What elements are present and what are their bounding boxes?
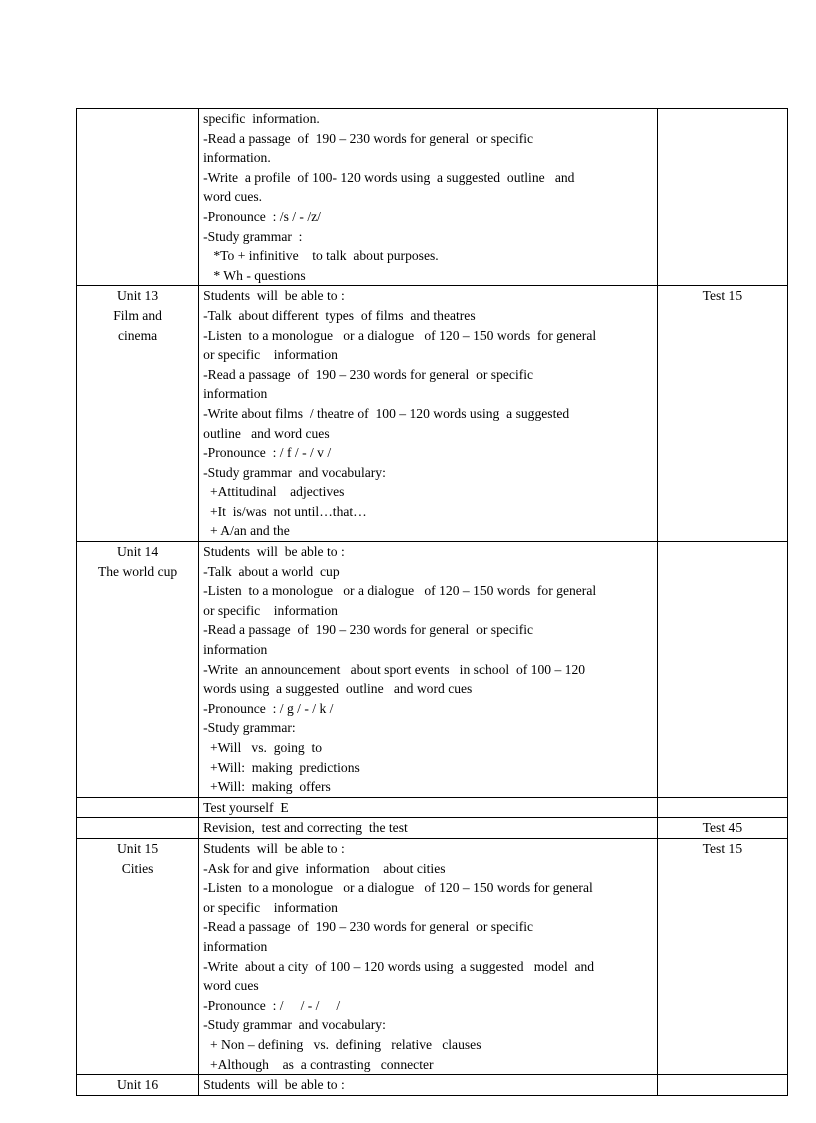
unit-label-line: The world cup [97,563,178,579]
objective-line: -Write about a city of 100 – 120 words using a suggested model and [203,958,595,974]
assessment-cell [657,109,787,286]
table-row [77,797,788,818]
objective-line: -Read a passage of 190 – 230 words for general or specific [203,366,534,382]
unit-cell [77,838,199,1074]
objective-line: -Read a passage of 190 – 230 words for general or specific [203,130,534,146]
assessment-cell [657,286,787,542]
unit-label-line: Cities [121,860,154,876]
objective-line: or specific information [203,347,338,363]
unit-label-line: Unit 16 [116,1077,159,1093]
objective-line: word cues. [203,189,263,205]
objective-line: information. [203,150,271,166]
objective-line: -Write a profile of 100- 120 words using a suggested outline and [203,169,575,185]
table-row [77,1075,788,1096]
unit-cell [77,818,199,839]
objective-line: + A/an and the [203,523,290,539]
objective-line: Students will be able to : [203,288,345,304]
objective-line: -Talk about different types of films and theatres [203,307,476,323]
objective-line: -Study grammar and vocabulary: [203,464,386,480]
assessment-cell [657,542,787,798]
table-row [77,286,788,542]
objectives-cell [199,286,658,542]
objective-line: +Although as a contrasting connecter [203,1056,434,1072]
objective-line: Students will be able to : [203,544,345,560]
objective-line: words using a suggested outline and word cues [203,681,473,697]
objective-line: Students will be able to : [203,1077,345,1093]
assessment-label: Test 15 [702,288,743,304]
objective-line: -Study grammar: [203,720,296,736]
objective-line: word cues [203,978,259,994]
objective-line: -Study grammar : [203,228,303,244]
objective-line: * Wh - questions [203,267,306,283]
unit-label-line: Unit 15 [116,840,159,856]
objective-line: information [203,642,268,658]
assessment-cell [657,797,787,818]
objectives-cell [199,109,658,286]
objective-line: + Non – defining vs. defining relative clauses [203,1036,482,1052]
objective-line: or specific information [203,899,338,915]
objective-line: +Attitudinal adjectives [203,484,345,500]
objective-line: -Pronounce : / g / - / k / [203,700,334,716]
table-row [77,542,788,798]
assessment-label: Test 45 [702,820,743,836]
unit-label-line: Unit 14 [116,544,159,560]
unit-cell [77,1075,199,1096]
objective-line: -Talk about a world cup [203,563,340,579]
objective-line: -Write about films / theatre of 100 – 120 words using a suggested [203,405,570,421]
objectives-cell [199,838,658,1074]
objectives-cell [199,542,658,798]
unit-label-line: Unit 13 [116,288,159,304]
table-row [77,838,788,1074]
objective-line: information [203,386,268,402]
objective-line: -Read a passage of 190 – 230 words for general or specific [203,622,534,638]
objective-line: *To + infinitive to talk about purposes. [203,248,439,264]
unit-cell [77,797,199,818]
unit-cell [77,109,199,286]
objective-line: -Pronounce : /s / - /z/ [203,208,321,224]
unit-label-line: cinema [117,327,158,343]
objective-line: +Will: making offers [203,779,331,795]
assessment-cell [657,838,787,1074]
objective-line: -Listen to a monologue or a dialogue of 120 – 150 words for general [203,327,597,343]
objective-line: Students will be able to : [203,840,345,856]
table-row [77,109,788,286]
objective-line: -Pronounce : / / - / / [203,997,341,1013]
table-body [77,109,788,1096]
objective-line: -Listen to a monologue or a dialogue of 120 – 150 words for general [203,583,597,599]
objectives-cell [199,818,658,839]
assessment-label: Test 15 [702,840,743,856]
assessment-cell [657,1075,787,1096]
objective-line: +Will vs. going to [203,740,323,755]
objective-line: or specific information [203,602,338,618]
objective-line: +Will: making predictions [203,759,360,775]
lesson-plan-table [76,108,788,1096]
objective-line: -Ask for and give information about cities [203,860,446,876]
objective-line: -Study grammar and vocabulary: [203,1017,386,1033]
objective-line: specific information. [203,111,320,126]
objective-line: Revision, test and correcting the test [203,820,408,836]
unit-cell [77,286,199,542]
table-row [77,818,788,839]
objective-line: -Read a passage of 190 – 230 words for general or specific [203,919,534,935]
objective-line: Test yourself E [203,799,289,815]
objective-line: outline and word cues [203,425,330,441]
objective-line: -Write an announcement about sport events in school of 100 – 120 [203,661,586,677]
objective-line: +It is/was not until…that… [203,503,367,519]
unit-cell [77,542,199,798]
objectives-cell [199,1075,658,1096]
objectives-cell [199,797,658,818]
objective-line: information [203,938,268,954]
objective-line: -Pronounce : / f / - / v / [203,445,332,461]
assessment-cell [657,818,787,839]
objective-line: -Listen to a monologue or a dialogue of 120 – 150 words for general [203,880,593,896]
unit-label-line: Film and [113,307,162,323]
